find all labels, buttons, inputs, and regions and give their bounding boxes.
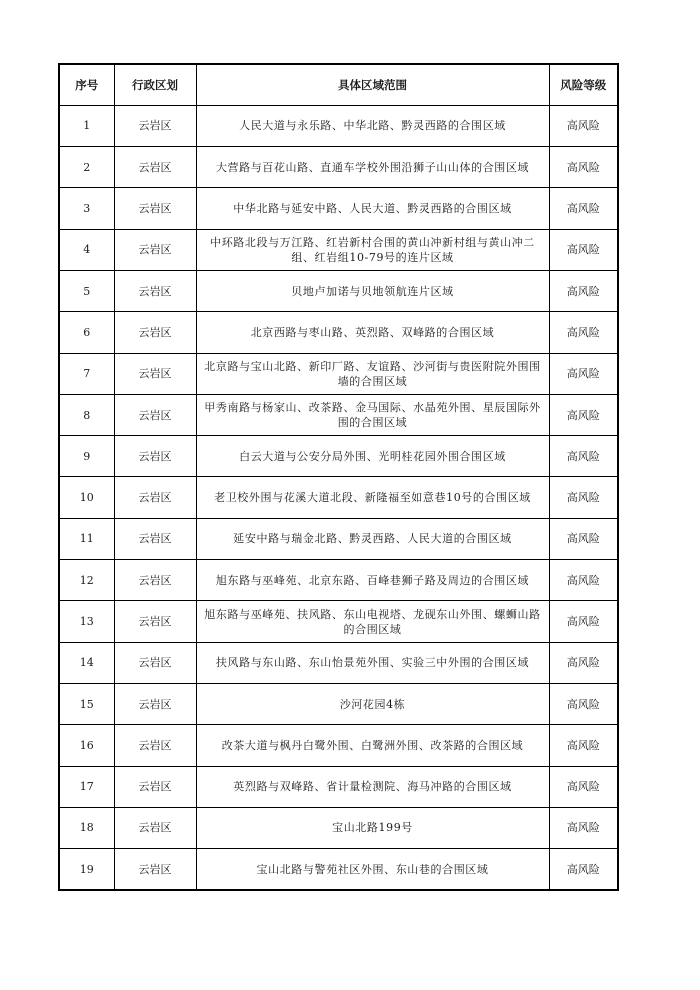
table-row [59, 188, 618, 229]
cell-seq: 15 [59, 683, 114, 724]
cell-area: 甲秀南路与杨家山、改茶路、金马国际、水晶苑外围、星辰国际外围的合围区域 [196, 394, 549, 435]
cell-area: 中华北路与延安中路、人民大道、黔灵西路的合围区域 [196, 188, 549, 229]
cell-area: 延安中路与瑞金北路、黔灵西路、人民大道的合围区域 [196, 518, 549, 559]
cell-risk: 高风险 [549, 766, 618, 807]
table-row [59, 394, 618, 435]
table-row [59, 849, 618, 890]
cell-risk: 高风险 [549, 436, 618, 477]
table-row [59, 270, 618, 311]
cell-risk: 高风险 [549, 725, 618, 766]
cell-seq: 16 [59, 725, 114, 766]
table-row [59, 312, 618, 353]
cell-risk: 高风险 [549, 353, 618, 394]
cell-seq: 11 [59, 518, 114, 559]
table-row [59, 601, 618, 642]
cell-area: 人民大道与永乐路、中华北路、黔灵西路的合围区域 [196, 105, 549, 146]
table-row [59, 436, 618, 477]
cell-area: 中环路北段与万江路、红岩新村合围的黄山冲新村组与黄山冲二组、红岩组10-79号的连片区域 [196, 229, 549, 270]
cell-district: 云岩区 [114, 560, 196, 601]
cell-risk: 高风险 [549, 807, 618, 848]
cell-seq: 17 [59, 766, 114, 807]
table-row [59, 642, 618, 683]
table-row [59, 807, 618, 848]
cell-risk: 高风险 [549, 849, 618, 890]
cell-area: 贝地卢加诺与贝地领航连片区域 [196, 270, 549, 311]
cell-district: 云岩区 [114, 807, 196, 848]
cell-district: 云岩区 [114, 312, 196, 353]
table-body [59, 105, 618, 890]
cell-risk: 高风险 [549, 601, 618, 642]
cell-seq: 6 [59, 312, 114, 353]
cell-district: 云岩区 [114, 601, 196, 642]
table-row [59, 683, 618, 724]
table-row [59, 477, 618, 518]
cell-seq: 19 [59, 849, 114, 890]
header-area: 具体区域范围 [196, 64, 549, 105]
cell-area: 大营路与百花山路、直通车学校外围沿狮子山山体的合围区域 [196, 147, 549, 188]
table-header-row [59, 64, 618, 105]
cell-seq: 14 [59, 642, 114, 683]
cell-seq: 10 [59, 477, 114, 518]
cell-risk: 高风险 [549, 394, 618, 435]
cell-seq: 4 [59, 229, 114, 270]
cell-district: 云岩区 [114, 477, 196, 518]
cell-seq: 8 [59, 394, 114, 435]
cell-risk: 高风险 [549, 560, 618, 601]
cell-area: 北京路与宝山北路、新印厂路、友谊路、沙河街与贵医附院外围围墙的合围区域 [196, 353, 549, 394]
cell-district: 云岩区 [114, 518, 196, 559]
cell-district: 云岩区 [114, 683, 196, 724]
cell-seq: 9 [59, 436, 114, 477]
cell-area: 扶风路与东山路、东山怡景苑外围、实验三中外围的合围区域 [196, 642, 549, 683]
cell-risk: 高风险 [549, 518, 618, 559]
cell-area: 旭东路与巫峰苑、北京东路、百峰巷狮子路及周边的合围区域 [196, 560, 549, 601]
cell-district: 云岩区 [114, 766, 196, 807]
cell-area: 改茶大道与枫丹白鹭外围、白鹭洲外围、改茶路的合围区域 [196, 725, 549, 766]
cell-risk: 高风险 [549, 229, 618, 270]
table-row [59, 725, 618, 766]
table-row [59, 229, 618, 270]
cell-seq: 1 [59, 105, 114, 146]
table-row [59, 766, 618, 807]
cell-district: 云岩区 [114, 147, 196, 188]
table-row [59, 518, 618, 559]
cell-seq: 12 [59, 560, 114, 601]
cell-district: 云岩区 [114, 725, 196, 766]
table-row [59, 105, 618, 146]
table-row [59, 353, 618, 394]
cell-area: 老卫校外围与花溪大道北段、新隆福至如意巷10号的合围区域 [196, 477, 549, 518]
cell-risk: 高风险 [549, 147, 618, 188]
cell-seq: 3 [59, 188, 114, 229]
cell-risk: 高风险 [549, 270, 618, 311]
cell-area: 白云大道与公安分局外围、光明桂花园外围合围区域 [196, 436, 549, 477]
cell-area: 宝山北路199号 [196, 807, 549, 848]
header-risk: 风险等级 [549, 64, 618, 105]
cell-risk: 高风险 [549, 642, 618, 683]
cell-seq: 5 [59, 270, 114, 311]
cell-area: 旭东路与巫峰苑、扶风路、东山电视塔、龙砚东山外围、螺蛳山路的合围区域 [196, 601, 549, 642]
cell-seq: 13 [59, 601, 114, 642]
table-row [59, 560, 618, 601]
header-district: 行政区划 [114, 64, 196, 105]
risk-area-table [58, 63, 619, 891]
cell-area: 北京西路与枣山路、英烈路、双峰路的合围区域 [196, 312, 549, 353]
cell-seq: 2 [59, 147, 114, 188]
cell-risk: 高风险 [549, 188, 618, 229]
cell-risk: 高风险 [549, 105, 618, 146]
cell-risk: 高风险 [549, 683, 618, 724]
cell-district: 云岩区 [114, 229, 196, 270]
cell-district: 云岩区 [114, 353, 196, 394]
cell-area: 沙河花园4栋 [196, 683, 549, 724]
cell-district: 云岩区 [114, 436, 196, 477]
cell-area: 英烈路与双峰路、省计量检测院、海马冲路的合围区域 [196, 766, 549, 807]
cell-area: 宝山北路与警苑社区外围、东山巷的合围区域 [196, 849, 549, 890]
cell-seq: 18 [59, 807, 114, 848]
cell-risk: 高风险 [549, 477, 618, 518]
cell-district: 云岩区 [114, 270, 196, 311]
header-seq: 序号 [59, 64, 114, 105]
cell-district: 云岩区 [114, 849, 196, 890]
cell-seq: 7 [59, 353, 114, 394]
cell-district: 云岩区 [114, 105, 196, 146]
cell-district: 云岩区 [114, 394, 196, 435]
cell-risk: 高风险 [549, 312, 618, 353]
cell-district: 云岩区 [114, 642, 196, 683]
cell-district: 云岩区 [114, 188, 196, 229]
table-row [59, 147, 618, 188]
